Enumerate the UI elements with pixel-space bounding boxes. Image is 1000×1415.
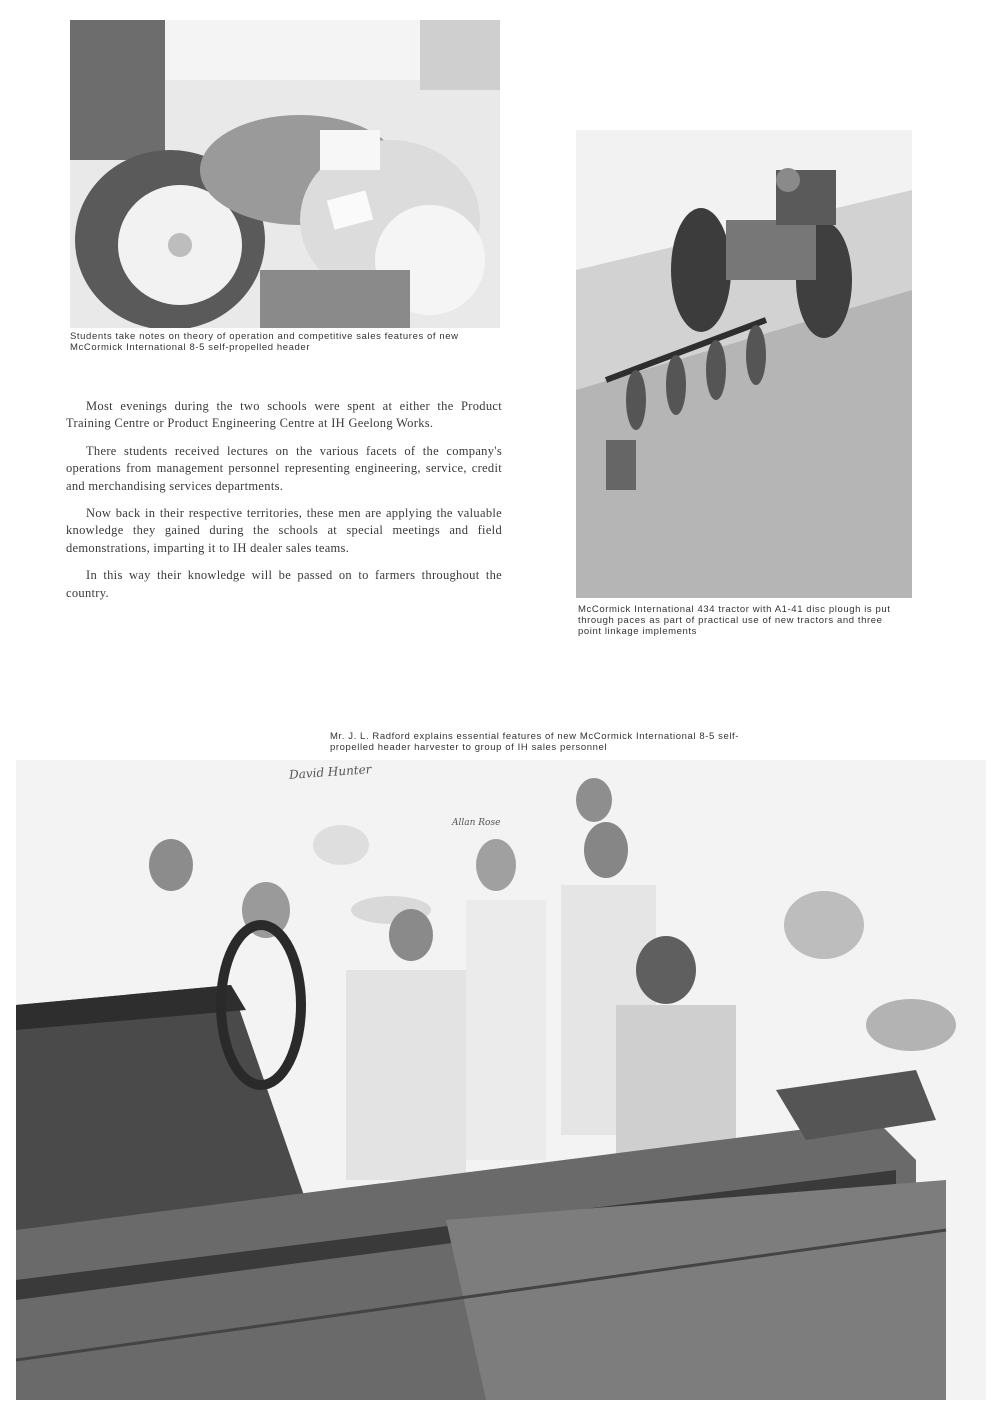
tractor-photo: [576, 130, 912, 598]
handwritten-name-david-hunter: David Hunter: [288, 762, 372, 782]
article-paragraph: Most evenings during the two schools were spent at either the Product Training Centre or Product Engineering Centre at IH Geelong Works.: [66, 399, 502, 431]
students-photo: [70, 20, 500, 328]
group-photo: [16, 760, 986, 1400]
students-photo-caption: Students take notes on theory of operation and competitive sales features of new McCormick International 8-5 self-propelled header: [70, 331, 459, 353]
article-body: [66, 398, 502, 612]
article-paragraph: In this way their knowledge will be passed on to farmers throughout the country.: [66, 568, 502, 600]
tractor-photo-caption: McCormick International 434 tractor with A1-41 disc plough is put through paces as part of practical use of new tractors and three point linkage implements: [578, 604, 891, 637]
group-photo-caption: Mr. J. L. Radford explains essential features of new McCormick International 8-5 self-propelled header harvester to group of IH sales personnel: [330, 731, 740, 753]
article-paragraph: There students received lectures on the various facets of the company's operations from management personnel representing engineering, service, credit and merchandising services departments.: [66, 443, 502, 493]
handwritten-name-allan-rose: Allan Rose: [452, 818, 501, 828]
article-paragraph: Now back in their respective territories, these men are applying the valuable knowledge they gained during the schools at special meetings and field demonstrations, imparting it to IH dealer sales teams.: [66, 506, 502, 555]
